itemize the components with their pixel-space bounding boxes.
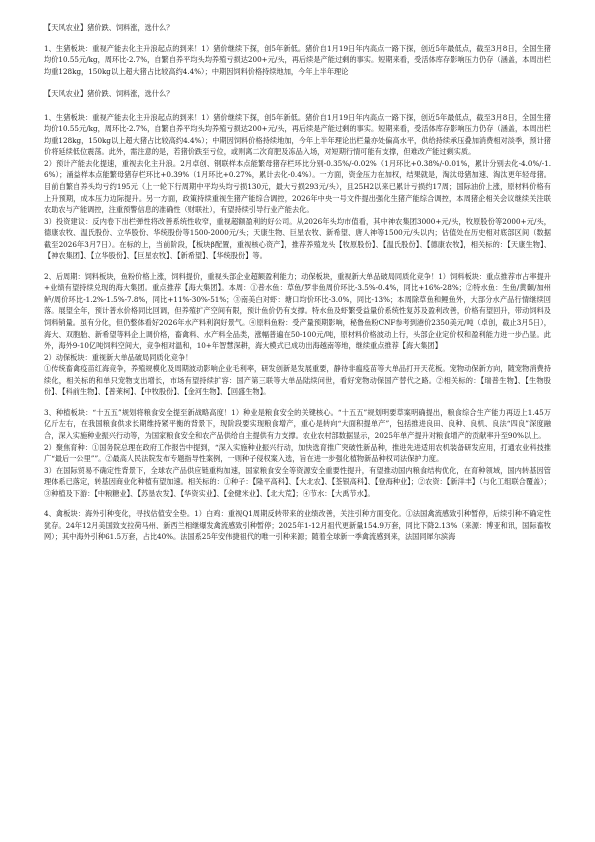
note-title-first: 【天风农业】猪价跌、饲料涨，选什么？ [44,23,174,32]
paragraph-pig-investment-advice: 3）投资建议：反内卷下出栏弹性将改善系统性收窄，重视超额盈利的好公司。从2026年头均市值看，其中神农集团3000+元/头，牧原股份等2000+元/头，德康农牧、温氏股份、立华股份、华统股份等1500-2000元/头；天康生物、巨星农牧、新希望、唐人神等1500元/头以内；估值处在历史相对底部区间（数据截至2026年3月7日）。在标的上，当前阶段，【板块β配置，重视核心资产】，推荐养殖龙头【牧原股份】、【温氏股份】、【德康农牧】，相关标的：【天康生物】、【神农集团】、【立华股份】、【巨星农牧】、【新希望】、【华统股份】等。 [44,216,551,261]
summary-paragraph-pig-sector: 1、生猪板块：重视产能去化主升浪起点的到来！1）猪价继续下探，创5年新低。猪价自1月19日年内高点一路下探，创近5年最低点，截至3月8日，全国生猪均价10.55元/kg，周环比-2.7%，自繁自养平均头均养殖亏损达200+元/头，再后续是产能过剩的事实。短期来看，受活体库存影响压力仍存（涵盖，本周出栏均重128kg，150kg以上超大猪占比较高约4.4%）；中期因饲料价格持续地加，今年上半年理论 [44,43,551,76]
paragraph-planting-targets: 3）在国际贸易不确定性背景下，全球农产品供应链重构加速，国家粮食安全等资源安全重要性提升，有望推动国内粮食结构优化，在育种领域，国内转基因管理体系已落定，转基因商业化种植有望加速。相关标的：①种子：【隆平高科】、【大北农】、【荃银高科】、【登海种业】；②农资：【新洋丰】（与化工组联合覆盖）；③种植及下游：【中粮糖业】、【苏垦农发】、【华资实业】、【金健米业】、【北大荒】；④节水：【大禹节水】。 [44,465,551,498]
paragraph-feed-sector: 2、后周期：饲料板块，鱼粉价格上涨，饲料提价，重视头部企业超额盈利能力；动保板块，重视新大单品破局同质化竞争！1）饲料板块：重点推荐市占率提升+业绩有望持续兑现的海大集团。重点推荐【海大集团】。本周：①普水鱼：草鱼/罗非鱼周价环比-3.5%-0.4%，同比+16%-28%；②特水鱼：生鱼/黄颡/加州鲈/周价环比-1.2%-1.5%-7.8%，同比+11%-30%-51%；③南美白对虾：塘口均价环比-3.0%，同比-13%；本周除草鱼和鲤鱼外，大部分水产品行情继续回落。展望全年，预计普水价格同比回调，但养殖扩产空间有限，预计鱼价仍有支撑。特水鱼及虾繁受益量价系统性复苏及盈利改善，价格有望回升，带动饲料及饲料销量。虽有分化，但仍整体看好2026年水产料利润好景气。④原料鱼粉：受产量预期影响，秘鲁鱼粉CNF参考到港价2350美元/吨（卓创，截止3月5日），海大、双胞胎、新希望等料企上调价格，畜禽料、水产料全品类，涨幅普遍在50-100元/吨，原材料价格波动上行，头部企业定价权和盈利能力进一步凸显。此外，海外9-10亿吨饲料空间大，竞争相对温和，10+年智慧深耕，海大模式已成功出海越南等地，继续重点推荐【海大集团】 [44,271,551,351]
paragraph-animal-health-heading: 2）动保板块：重视新大单品破局同质化竞争！ [44,352,193,362]
paragraph-poultry-sector: 4、禽板块：海外引种变化，寻找估值安全垫。1）白鸡：重视Q1周期反转带来的业绩改善，关注引种方面变化。①法国禽流感致引种暂停，后续引种不确定性犹存。24年12月美国致支拉荷马州、新西兰相继爆发禽流感致引种暂停；2025年1-12月祖代更新量154.9万套，同比下降2.13%（来源：博亚和讯，国际畜牧网）；其中海外引种61.5万套，占比40%。法国系25年安伟捷祖代的唯一引种来源；随着全球新一季禽流感到来，法国同犀尔滨海 [44,509,551,542]
paragraph-pig-sector: 1、生猪板块：重视产能去化主升浪起点的到来！1）猪价继续下探，创5年新低。猪价自1月19日年内高点一路下探，创近5年最低点，截至3月8日，全国生猪均价10.55元/kg，周环比-2.7%，自繁自养平均头均养殖亏损达200+元/头，再后续是产能过剩的事实。短期来看，受活体库存影响压力仍存（涵盖，本周出栏均重128kg，150kg以上超大猪占比较高约4.4%）；中期因饲料价格持续地加，今年上半年理论出栏量亦处偏高水平，供给持续承压叠加消费相对淡季，预计猪价将延续低位震荡。此外，需注意的是，若猪价跌至亏位，或则离二次育肥及冻品入场，对短期行情可能有支撑，但难改产能过剩实质。 [44,112,551,157]
research-note-page [44,22,551,543]
paragraph-planting-sector: 3、种植板块：“十五五”规划将粮食安全提至新战略高度！1）种业是粮食安全的关键核心。“十五五”规划明要草案明确提出，粮食综合生产能力再迈上1.45万亿斤左右，在我国粮食供求长期维持紧平衡的背景下，现阶段要实现粮食增产，重心是转向“大面积提单产”，包括推进良田、良种、良机、良法“四良”深度融合，深入实施种业振兴行动等，为国家粮食安全和农产品供给自主提供有力支撑。农业农村部数据显示，2025年单产提升对粮食增产的贡献率升至90%以上。 [44,407,551,440]
paragraph-breeding-focus: 2）聚焦育种：①国务院总理在政府工作报告中提到，“深入实施种业振兴行动，加快选育推广突破性新品种，推进先进适用农机装备研发应用，打通农业科技推广“最后一公里””。②最高人民法院发布专题指导性案例，一则种子侵权案入选，旨在进一步强化植物新品种权司法保护力度。 [44,442,551,464]
note-title-second: 【天风农业】猪价跌、饲料涨，选什么？ [44,89,174,99]
paragraph-animal-health-detail: ①传统畜禽疫苗红海竞争，养殖规模化及周期波动影响企业毛利率，研发创新是发展重要，静待非瘟疫苗等大单品打开天花板。宠物动保新方向，随宠物消费持续化，相关标的和单只宠物支出增长，市场有望持续扩容：国产第三联等大单品陆续问世，看好宠物动保国产替代之路。②相关标的：【瑞普生物】、【生物股份】、【科前生物】、【普莱柯】、【中牧股份】、【金河生物】、【回盛生物】。 [44,364,551,397]
paragraph-capacity-reduction: 2）预计产能去化提速，重视去化主升浪。2月卓创、钢联样本点能繁母猪存栏环比分别-0.35%/-0.02%（1月环比+0.38%/-0.01%，累计分别去化-4.0%/-1.6%）；涌益样本点能繁母猪存栏环比+0.39%（1月环比+0.27%，累计去化-0.4%）。一方面，资金压力在加权，结果就是，淘汰母猪加速、淘汰更年轻母猪。目前自繁自养头均亏约195元（上一轮下行周期中平均头均亏损130元，最大亏损293元/头），且25H2以来已累计亏损约17周；国际油价上涨，原材料价格有上升预期，成本压力边际提升。另一方面，政策持续重视生猪产能综合调控，2026年中央一号文件提出强化生猪产能综合调控，本周猪企相关会议继续关注联农助农与产能调控，注重预警信息的准确性（财联社），有望持续引导行业产能去化。 [44,158,551,215]
